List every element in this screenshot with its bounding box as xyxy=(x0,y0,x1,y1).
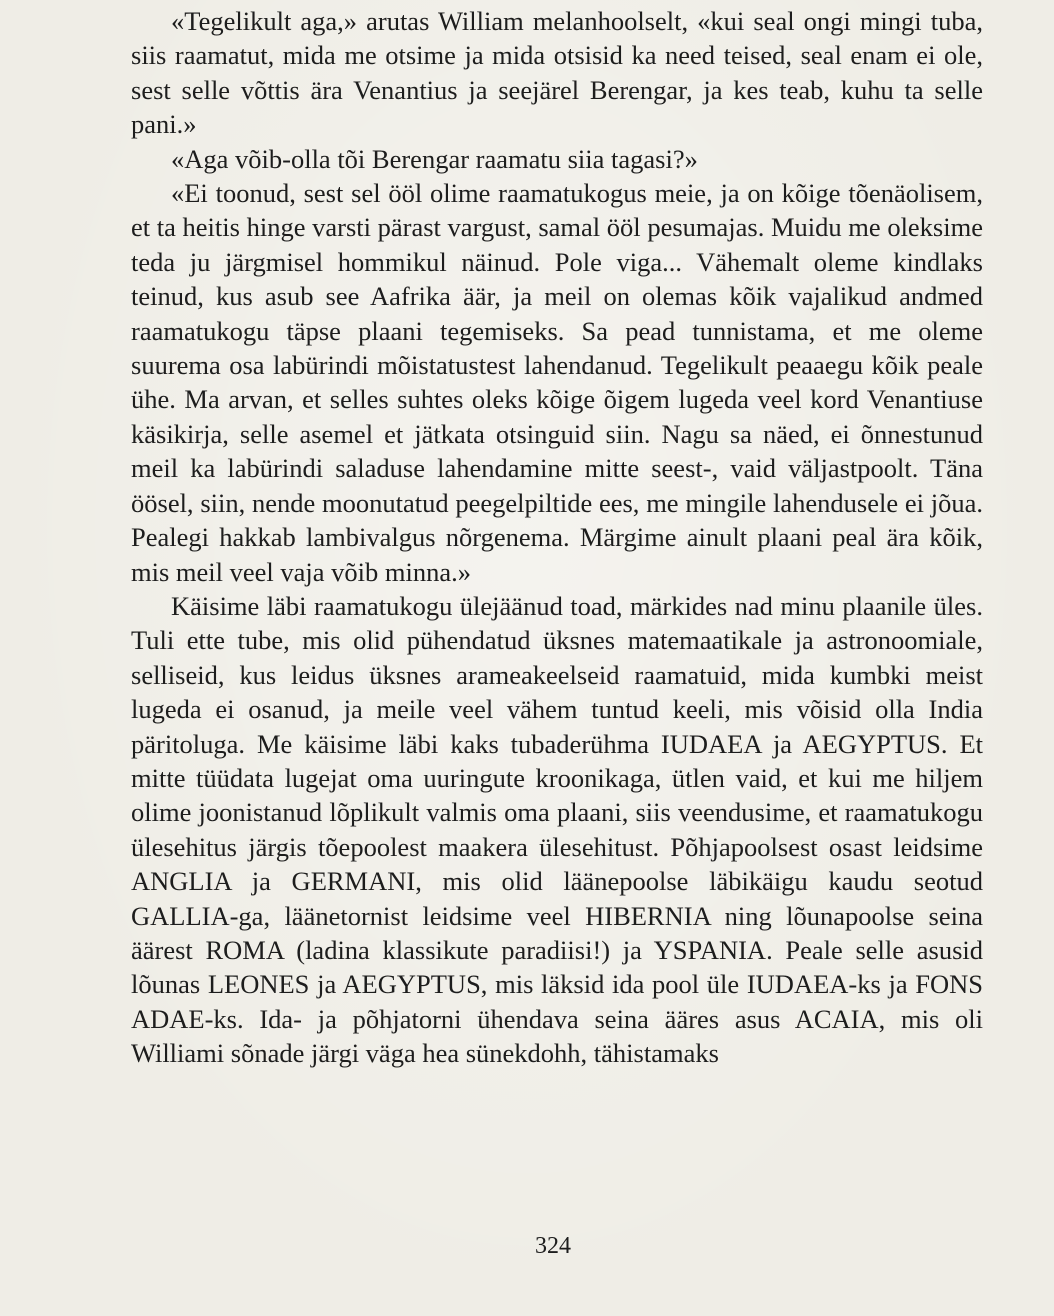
body-text xyxy=(131,4,983,1071)
page-number-container xyxy=(0,1231,1054,1261)
page-number: 324 xyxy=(535,1233,571,1259)
paragraph-3: «Ei toonud, sest sel ööl olime raamatukogus meie, ja on kõige tõenäolisem, et ta heitis hinge varsti pärast vargust, samal ööl pesumajas. Muidu me oleksime teda ju järgmisel hommikul näinud. Pole viga... Vähemalt oleme kindlaks teinud, kus asub see Aafrika äär, ja meil on olemas kõik vajalikud andmed raamatukogu täpse plaani tegemiseks. Sa pead tunnistama, et me oleme suurema osa labürindi mõistatustest lahendanud. Tegelikult peaaegu kõik peale ühe. Ma arvan, et selles suhtes oleks kõige õigem lugeda veel kord Venantiuse käsikirja, selle asemel et jätkata otsinguid siin. Nagu sa näed, ei õnnestunud meil ka labürindi saladuse lahendamine mitte seest-, vaid väljastpoolt. Täna öösel, siin, nende moonutatud peegelpiltide ees, me mingile lahendusele ei jõua. Pealegi hakkab lambivalgus nõrgenema. Märgime ainult plaani peal ära kõik, mis meil veel vaja võib minna.» xyxy=(131,178,983,587)
paragraph-4: Käisime läbi raamatukogu ülejäänud toad, märkides nad minu plaanile üles. Tuli ette tube, mis olid pühendatud üksnes matemaatikale ja astronoomiale, selliseid, kus leidus üksnes arameakeelseid raamatuid, mida kumbki meist lugeda ei osanud, ja meile veel vähem tuntud keeli, mis võisid olla India päritoluga. Me käisime läbi kaks tubaderühma IUDAEA ja AEGYPTUS. Et mitte tüüdata lugejat oma uuringute kroonikaga, ütlen vaid, et kui me hiljem olime joonistanud lõplikult valmis oma plaani, siis veendusime, et raamatukogu ülesehitus järgis tõepoolest maakera ülesehitust. Põhjapoolsest osast leidsime ANGLIA ja GERMANI, mis olid läänepoolse läbikäigu kaudu seotud GALLIA-ga, läänetornist leidsime veel HIBERNIA ning lõunapoolse seina äärest ROMA (ladina klassikute paradiisi!) ja YSPANIA. Peale selle asusid lõunas LEONES ja AEGYPTUS, mis läksid ida pool üle IUDAEA-ks ja FONS ADAE-ks. Ida- ja põhjatorni ühendava seina ääres asus ACAIA, mis oli Williami sõnade järgi väga hea sünekdohh, tähistamaks xyxy=(131,590,983,1069)
paragraph-2: «Aga võib-olla tõi Berengar raamatu siia tagasi?» xyxy=(171,143,698,174)
paragraph-1: «Tegelikult aga,» arutas William melanhoolselt, «kui seal ongi mingi tuba, siis raamatut, mida me otsime ja mida otsisid ka need teised, seal enam ei ole, sest selle võttis ära Venantius ja seejärel Berengar, ja kes teab, kuhu ta selle pani.» xyxy=(131,6,983,140)
